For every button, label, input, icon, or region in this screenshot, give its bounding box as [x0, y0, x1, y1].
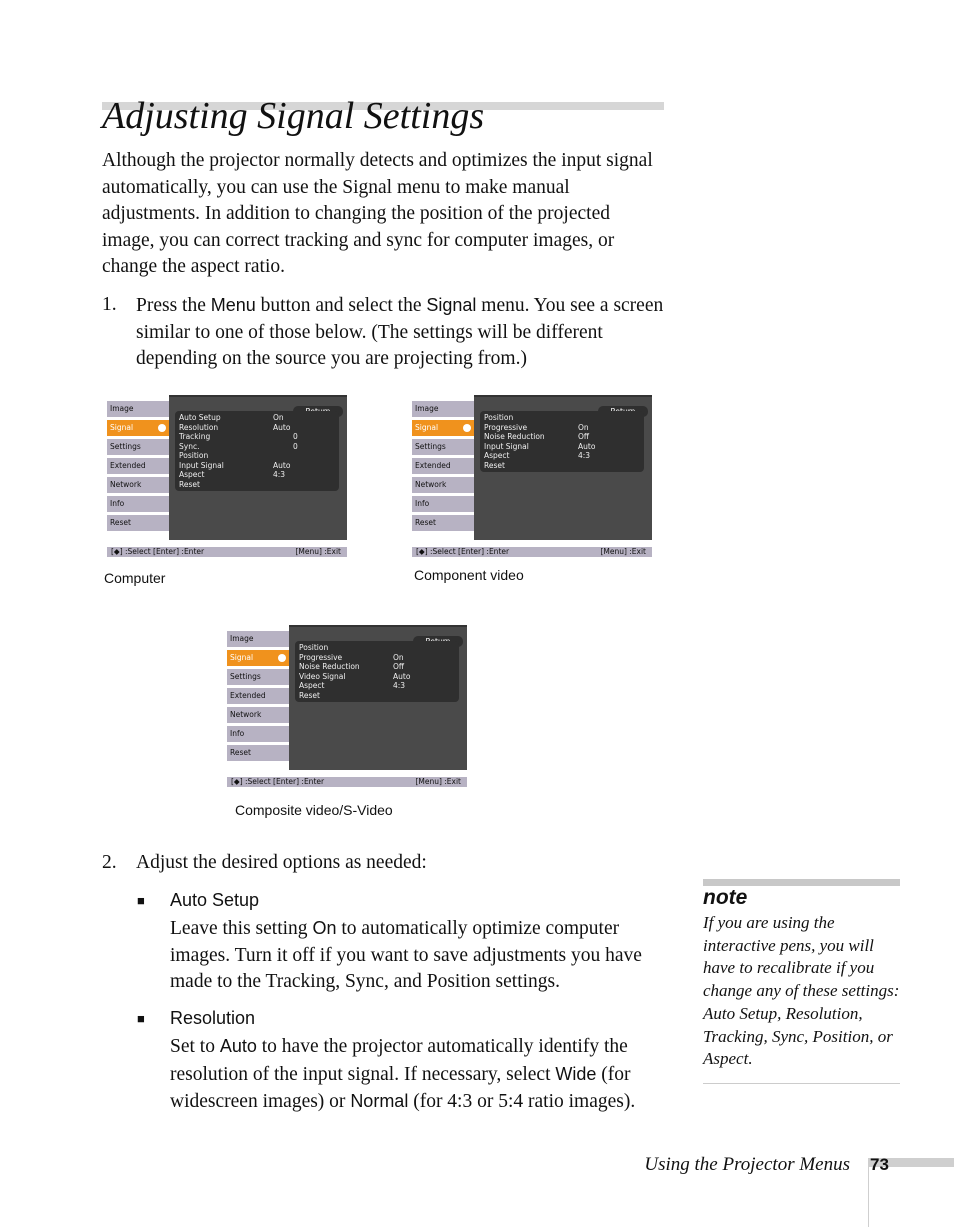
on-term: On: [312, 918, 337, 938]
footer-section-title: Using the Projector Menus: [644, 1154, 850, 1175]
menu-row: Tracking 0: [179, 432, 298, 441]
bullet-square-icon: ■: [137, 1011, 145, 1026]
menu-item-reset: Reset: [412, 515, 474, 531]
note-title: note: [703, 886, 748, 909]
menu-row: Noise Reduction Off: [484, 432, 590, 441]
menu-item-signal: Signal: [227, 650, 289, 666]
menu-row: Sync. 0: [179, 441, 298, 451]
menu-item-network: Network: [412, 477, 474, 493]
menu-hint-bar: [◆] :Select [Enter] :Enter [Menu] :Exit: [107, 547, 347, 557]
menu-row: Reset: [299, 690, 320, 700]
step-2-number: 2.: [102, 852, 117, 873]
check-icon: [463, 424, 471, 432]
menu-panel: [169, 395, 347, 540]
menu-row: Position: [299, 643, 329, 652]
menu-row: Aspect 4:3: [484, 451, 591, 460]
menu-item-signal: Signal: [107, 420, 169, 436]
step-1-number: 1.: [102, 294, 117, 315]
bullet-square-icon: ■: [137, 893, 145, 908]
menu-row: Position: [179, 451, 209, 460]
menu-row: Video Signal Auto: [299, 671, 411, 681]
menu-row: Resolution Auto: [179, 422, 291, 432]
caption-composite: Composite video/S-Video: [235, 802, 393, 818]
menu-row: Aspect 4:3: [299, 681, 406, 690]
note-rule: [703, 1083, 900, 1084]
menu-rows: [295, 641, 459, 702]
check-icon: [278, 654, 286, 662]
page-number: 73: [870, 1155, 889, 1174]
menu-sidebar: [107, 401, 169, 534]
menu-item-network: Network: [227, 707, 289, 723]
menu-row: Auto Setup On: [179, 413, 284, 422]
menu-hint-bar: [◆] :Select [Enter] :Enter [Menu] :Exit: [412, 547, 652, 557]
step-1-text: Press the Menu button and select the Signal menu. You see a screen similar to one of those below. (The settings will be different depending on the source you are projecting from.): [136, 295, 664, 369]
bullet-title-resolution: Resolution: [170, 1008, 256, 1028]
auto-term: Auto: [219, 1036, 257, 1056]
menu-screenshot-component: [412, 395, 654, 560]
menu-row: Progressive On: [484, 422, 589, 432]
bullet-body-auto-setup: Leave this setting On to automatically optimize computer images. Turn it off if you want to save adjustments you have made to the Tracking, Sync, and Position settings.: [170, 918, 642, 992]
bullet-title-auto-setup: Auto Setup: [170, 890, 260, 910]
menu-screenshot-computer: [107, 395, 349, 560]
menu-item-info: Info: [227, 726, 289, 742]
menu-item-reset: Reset: [227, 745, 289, 761]
signal-term: Signal: [426, 295, 477, 315]
intro-paragraph: Although the projector normally detects and optimizes the input signal automatically, you can use the Signal menu to make manual adjustments. In addition to changing the position of the projected image, you can correct tracking and sync for computer images, or change the aspect ratio.: [102, 150, 653, 277]
wide-term: Wide: [555, 1063, 597, 1084]
menu-item-image: Image: [412, 401, 474, 417]
menu-panel: [474, 395, 652, 540]
menu-item-info: Info: [412, 496, 474, 512]
menu-item-settings: Settings: [107, 439, 169, 455]
menu-row: Progressive On: [299, 652, 404, 662]
page-title: Adjusting Signal Settings: [102, 95, 485, 137]
menu-row: Position: [484, 413, 514, 422]
menu-item-network: Network: [107, 477, 169, 493]
menu-panel: [289, 625, 467, 770]
menu-item-settings: Settings: [227, 669, 289, 685]
normal-term: Normal: [350, 1091, 409, 1111]
bullet-body-resolution: Set to Auto to have the projector automatically identify the resolution of the input signal. If necessary, select Wide (for widescreen images) or Normal (for 4:3 or 5:4 ratio images).: [170, 1036, 636, 1112]
check-icon: [158, 424, 166, 432]
menu-item-reset: Reset: [107, 515, 169, 531]
menu-item-extended: Extended: [107, 458, 169, 474]
menu-rows: [480, 411, 644, 472]
menu-row: Input Signal Auto: [179, 460, 291, 470]
menu-item-info: Info: [107, 496, 169, 512]
note-text: If you are using the interactive pens, you will have to recalibrate if you change any of these settings: Auto Setup, Resolution, Tracking, Sync, Position, or Aspect.: [703, 913, 900, 1069]
menu-term: Menu: [210, 295, 256, 315]
menu-row: Reset: [484, 460, 505, 470]
menu-hint-bar: [◆] :Select [Enter] :Enter [Menu] :Exit: [227, 777, 467, 787]
menu-row: Noise Reduction Off: [299, 662, 405, 671]
footer-divider: [868, 1167, 869, 1227]
menu-item-extended: Extended: [227, 688, 289, 704]
menu-item-extended: Extended: [412, 458, 474, 474]
menu-rows: [175, 411, 339, 491]
note-bar: [703, 879, 900, 886]
step-2-text: Adjust the desired options as needed:: [136, 852, 427, 873]
caption-component: Component video: [414, 567, 524, 583]
menu-row: Input Signal Auto: [484, 441, 596, 451]
menu-item-image: Image: [107, 401, 169, 417]
menu-sidebar: [227, 631, 289, 764]
menu-screenshot-composite: [227, 625, 469, 790]
menu-row: Reset: [179, 479, 200, 489]
menu-sidebar: [412, 401, 474, 534]
caption-computer: Computer: [104, 570, 166, 586]
menu-item-image: Image: [227, 631, 289, 647]
menu-row: Aspect 4:3: [179, 470, 286, 479]
menu-item-settings: Settings: [412, 439, 474, 455]
menu-item-signal: Signal: [412, 420, 474, 436]
